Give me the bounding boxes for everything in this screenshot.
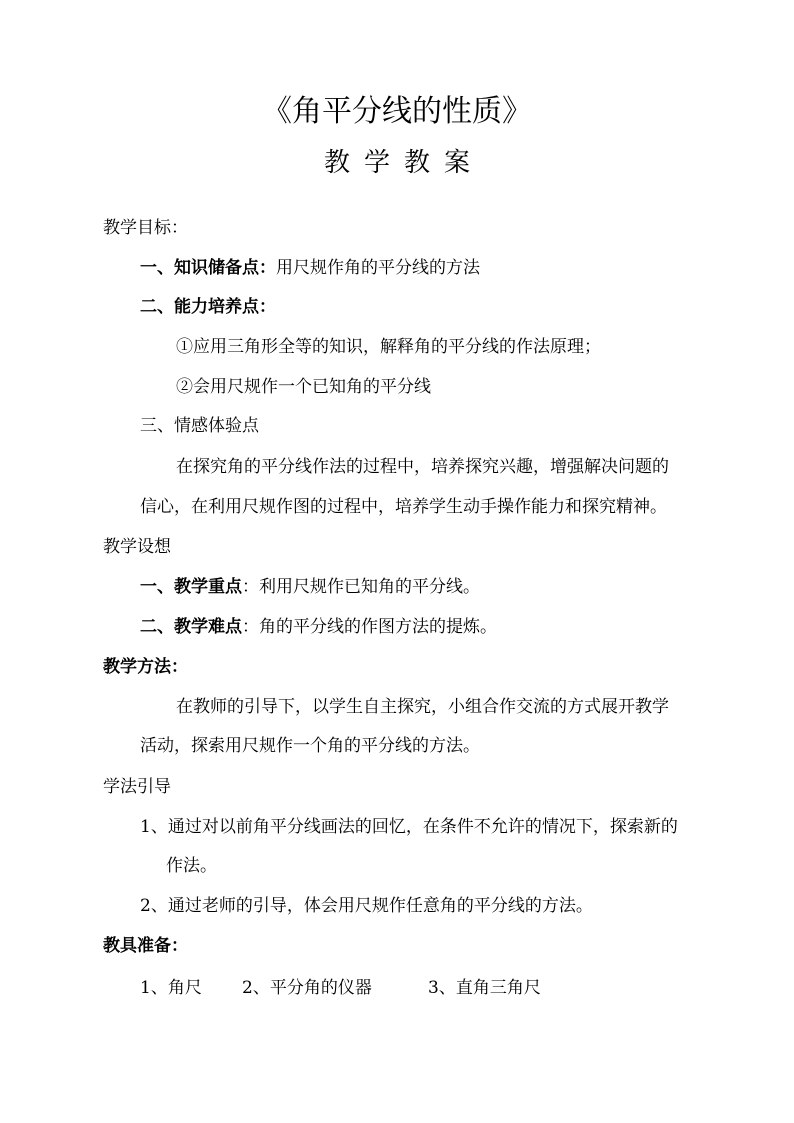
objective-item-knowledge-label: 一、知识储备点： — [140, 258, 276, 278]
design-item-key-point-label: 一、教学重点 — [140, 577, 242, 597]
design-item-difficulty-label: 二、教学难点 — [140, 617, 242, 637]
objective-item-ability-label: 二、能力培养点： — [140, 297, 276, 317]
tools-item: 2、平分角的仪器 — [242, 978, 372, 998]
objective-ability-sub1: ①应用三角形全等的知识，解释角的平分线的作法原理； — [176, 337, 601, 357]
objective-item-knowledge-text: 用尺规作角的平分线的方法 — [276, 258, 480, 278]
objective-emotion-paragraph-line1: 在探究角的平分线作法的过程中，培养探究兴趣，增强解决问题的 — [176, 457, 669, 477]
method-paragraph-line2: 活动，探索用尺规作一个角的平分线的方法。 — [140, 736, 480, 756]
objective-item-emotion-label: 三、情感体验点 — [140, 416, 259, 436]
document-subtitle: 教学教案 — [323, 148, 484, 178]
design-item-key-point-text: ：利用尺规作已知角的平分线。 — [242, 577, 480, 597]
objective-emotion-paragraph-line2: 信心，在利用尺规作图的过程中，培养学生动手操作能力和探究精神。 — [140, 497, 667, 517]
design-heading: 教学设想 — [103, 537, 171, 557]
design-item-difficulty — [140, 615, 497, 639]
design-item-difficulty-text: ：角的平分线的作图方法的提炼。 — [242, 617, 497, 637]
guide-item1-line1: 1、通过对以前角平分线画法的回忆，在条件不允许的情况下，探索新的 — [140, 817, 678, 837]
guide-item2: 2、通过老师的引导，体会用尺规作任意角的平分线的方法。 — [140, 896, 593, 916]
objectives-heading: 教学目标： — [103, 218, 188, 238]
tools-item: 1、角尺 — [140, 978, 202, 998]
guide-heading: 学法引导 — [103, 777, 171, 797]
method-paragraph-line1: 在教师的引导下，以学生自主探究，小组合作交流的方式展开教学 — [176, 697, 669, 717]
objective-ability-sub2: ②会用尺规作一个已知角的平分线 — [176, 377, 431, 397]
design-item-key-point — [140, 575, 480, 599]
guide-item1-line2: 作法。 — [166, 856, 217, 876]
document-title: 《角平分线的性质》 — [262, 94, 532, 129]
objective-item-knowledge — [140, 256, 480, 280]
method-heading: 教学方法： — [103, 657, 188, 677]
tools-heading: 教具准备： — [103, 936, 188, 956]
tools-list — [140, 976, 541, 1000]
tools-item: 3、直角三角尺 — [428, 978, 541, 998]
